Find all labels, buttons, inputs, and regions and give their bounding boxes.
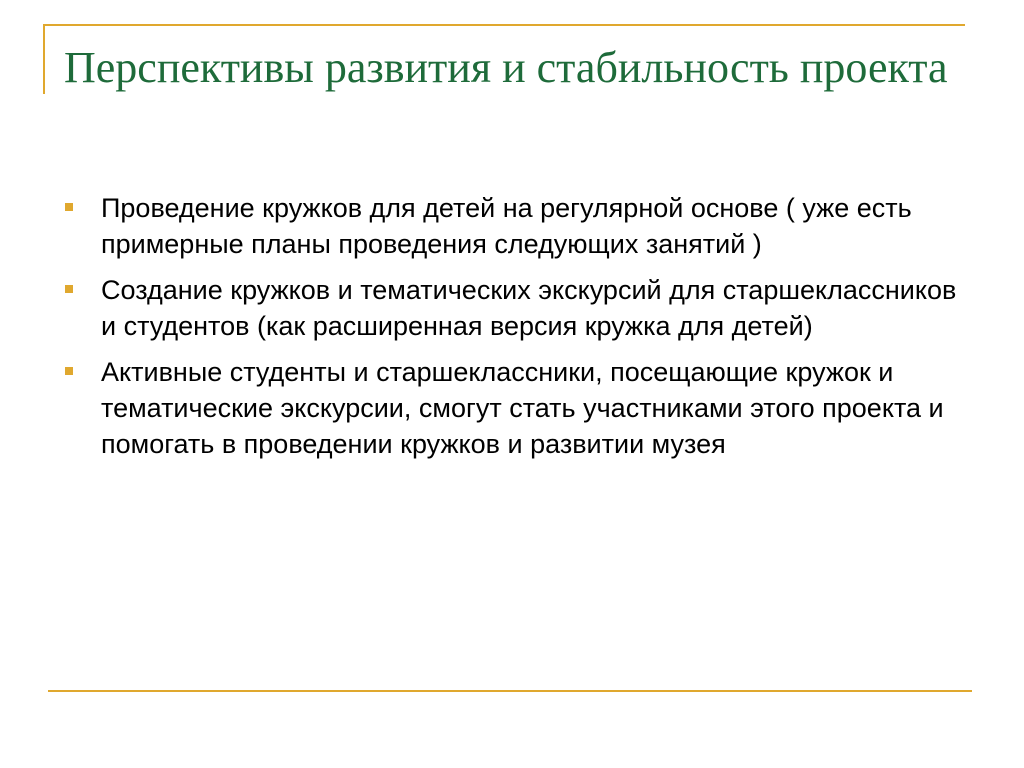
bullet-text: Создание кружков и тематических экскурсий для старшеклассников и студентов (как расширенная версия кружка для детей)	[101, 275, 957, 341]
bullet-text: Активные студенты и старшеклассники, посещающие кружок и тематические экскурсии, смогут стать участниками этого проекта и помогать в проведении кружков и развитии музея	[101, 357, 944, 459]
slide-title: Перспективы развития и стабильность проекта	[64, 43, 948, 92]
square-bullet-icon	[65, 285, 73, 293]
bullet-list	[64, 190, 964, 472]
left-rule	[43, 24, 45, 94]
bullet-item	[64, 190, 964, 262]
square-bullet-icon	[65, 203, 73, 211]
bullet-item	[64, 272, 964, 344]
bullet-text: Проведение кружков для детей на регулярной основе ( уже есть примерные планы проведения следующих занятий )	[101, 193, 912, 259]
square-bullet-icon	[65, 367, 73, 375]
bullet-item	[64, 354, 964, 462]
bottom-rule	[48, 690, 972, 692]
top-rule	[43, 24, 965, 26]
